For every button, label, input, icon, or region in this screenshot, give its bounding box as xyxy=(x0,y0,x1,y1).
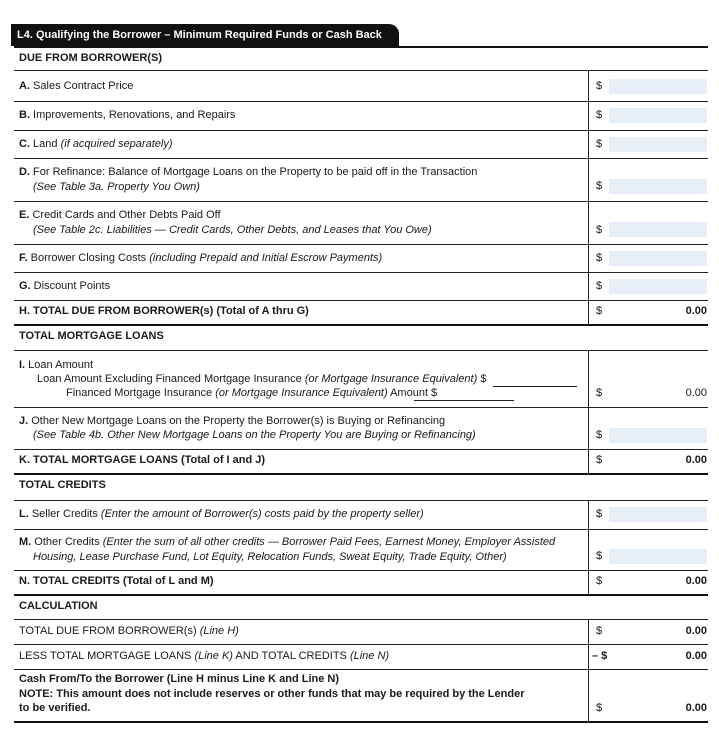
other-credits-input[interactable] xyxy=(609,549,707,564)
row-j-sub: (See Table 4b. Other New Mortgage Loans on the Property You are Buying or Refinancing) xyxy=(33,429,476,441)
row-d-label: D. For Refinance: Balance of Mortgage Loans on the Property to be paid off in the Transaction xyxy=(19,166,478,178)
row-d-sub: (See Table 3a. Property You Own) xyxy=(33,181,200,193)
rule xyxy=(14,529,708,530)
row-f-label: F. Borrower Closing Costs (including Prepaid and Initial Escrow Payments) xyxy=(19,252,383,264)
row-j-label: J. Other New Mortgage Loans on the Property the Borrower(s) is Buying or Refinancing xyxy=(19,415,446,427)
calc-total-due-value: 0.00 xyxy=(685,625,707,637)
dollar-sign: $ xyxy=(596,180,603,192)
dollar-sign: $ xyxy=(596,508,603,520)
rule xyxy=(14,350,708,351)
total-loans-value: 0.00 xyxy=(685,454,707,466)
column-divider xyxy=(588,70,589,324)
dollar-sign: $ xyxy=(596,138,603,150)
rule xyxy=(14,473,708,475)
loans-header: TOTAL MORTGAGE LOANS xyxy=(19,330,164,342)
due-header: DUE FROM BORROWER(S) xyxy=(19,52,162,64)
improvements-input[interactable] xyxy=(609,108,707,123)
land-input[interactable] xyxy=(609,137,707,152)
closing-costs-input[interactable] xyxy=(609,251,707,266)
other-new-loans-input[interactable] xyxy=(609,428,707,443)
dollar-sign: $ xyxy=(596,224,603,236)
financed-mi-amount-input[interactable] xyxy=(414,388,514,401)
credit-cards-paid-input[interactable] xyxy=(609,222,707,237)
rule xyxy=(14,669,708,670)
rule xyxy=(14,644,708,645)
rule xyxy=(14,324,708,326)
total-credits-value: 0.00 xyxy=(685,575,707,587)
rule xyxy=(14,158,708,159)
rule xyxy=(14,272,708,273)
dollar-sign: $ xyxy=(596,454,603,466)
row-m-label: M. Other Credits (Enter the sum of all other credits — Borrower Paid Fees, Earnest Money, Employer Assisted xyxy=(19,536,556,548)
rule xyxy=(14,570,708,571)
dollar-sign: $ xyxy=(596,550,603,562)
rule xyxy=(14,101,708,102)
cash-note-line2: to be verified. xyxy=(19,702,91,714)
loan-amount-excluding-mi-input[interactable] xyxy=(493,374,577,387)
sales-contract-price-input[interactable] xyxy=(609,79,707,94)
refinance-balance-input[interactable] xyxy=(609,179,707,194)
dollar-sign: $ xyxy=(596,387,603,399)
rule xyxy=(14,500,708,501)
cash-note-line1: NOTE: This amount does not include reserves or other funds that may be required by the Lender xyxy=(19,688,525,700)
section-title-tab: L4. Qualifying the Borrower – Minimum Required Funds or Cash Back xyxy=(11,24,399,46)
dollar-sign: $ xyxy=(596,252,603,264)
cash-from-to-value: 0.00 xyxy=(685,702,707,714)
rule xyxy=(14,130,708,131)
row-g-label: G. Discount Points xyxy=(19,280,111,292)
cash-from-to-label: Cash From/To the Borrower (Line H minus Line K and Line N) xyxy=(19,673,340,685)
discount-points-input[interactable] xyxy=(609,279,707,294)
column-divider xyxy=(588,500,589,594)
dollar-sign: $ xyxy=(596,702,603,714)
row-i-sub1: Loan Amount Excluding Financed Mortgage Insurance (or Mortgage Insurance Equivalent) $ xyxy=(37,373,487,385)
rule xyxy=(14,46,708,48)
row-e-sub: (See Table 2c. Liabilities — Credit Cards, Other Debts, and Leases that You Owe) xyxy=(33,224,432,236)
row-n-label: N. TOTAL CREDITS (Total of L and M) xyxy=(19,575,214,587)
rule xyxy=(14,244,708,245)
dollar-sign: $ xyxy=(596,429,603,441)
rule xyxy=(14,721,708,723)
row-e-label: E. Credit Cards and Other Debts Paid Off xyxy=(19,209,221,221)
credits-header: TOTAL CREDITS xyxy=(19,479,106,491)
rule xyxy=(14,70,708,71)
dollar-sign: $ xyxy=(596,280,603,292)
dollar-sign: $ xyxy=(596,109,603,121)
row-h-label: H. TOTAL DUE FROM BORROWER(s) (Total of A thru G) xyxy=(19,305,309,317)
rule xyxy=(14,594,708,596)
rule xyxy=(14,201,708,202)
dollar-sign: $ xyxy=(596,625,603,637)
calc-less-value: 0.00 xyxy=(685,650,707,662)
row-i-label: I. Loan Amount xyxy=(19,359,94,371)
rule xyxy=(14,449,708,450)
minus-dollar-sign: – $ xyxy=(592,650,608,662)
seller-credits-input[interactable] xyxy=(609,507,707,522)
calc-row1-label: TOTAL DUE FROM BORROWER(s) (Line H) xyxy=(19,625,239,637)
dollar-sign: $ xyxy=(596,80,603,92)
calc-row2-label: LESS TOTAL MORTGAGE LOANS (Line K) AND TOTAL CREDITS (Line N) xyxy=(19,650,390,662)
loan-amount-value: 0.00 xyxy=(685,387,707,399)
row-l-label: L. Seller Credits (Enter the amount of Borrower(s) costs paid by the property seller) xyxy=(19,508,424,520)
rule xyxy=(14,407,708,408)
calculation-header: CALCULATION xyxy=(19,600,98,612)
total-due-value: 0.00 xyxy=(685,305,707,317)
row-k-label: K. TOTAL MORTGAGE LOANS (Total of I and J) xyxy=(19,454,266,466)
rule xyxy=(14,300,708,301)
dollar-sign: $ xyxy=(596,575,603,587)
row-i-sub2: Financed Mortgage Insurance (or Mortgage Insurance Equivalent) Amount $ xyxy=(66,387,438,399)
rule xyxy=(14,619,708,620)
column-divider xyxy=(588,350,589,473)
row-b-label: B. Improvements, Renovations, and Repairs xyxy=(19,109,236,121)
dollar-sign: $ xyxy=(596,305,603,317)
column-divider xyxy=(588,619,589,721)
row-m-sub: Housing, Lease Purchase Fund, Lot Equity, Relocation Funds, Sweat Equity, Trade Equity, Other) xyxy=(33,551,507,563)
row-c-label: C. Land (if acquired separately) xyxy=(19,138,173,150)
row-a-label: A. Sales Contract Price xyxy=(19,80,134,92)
